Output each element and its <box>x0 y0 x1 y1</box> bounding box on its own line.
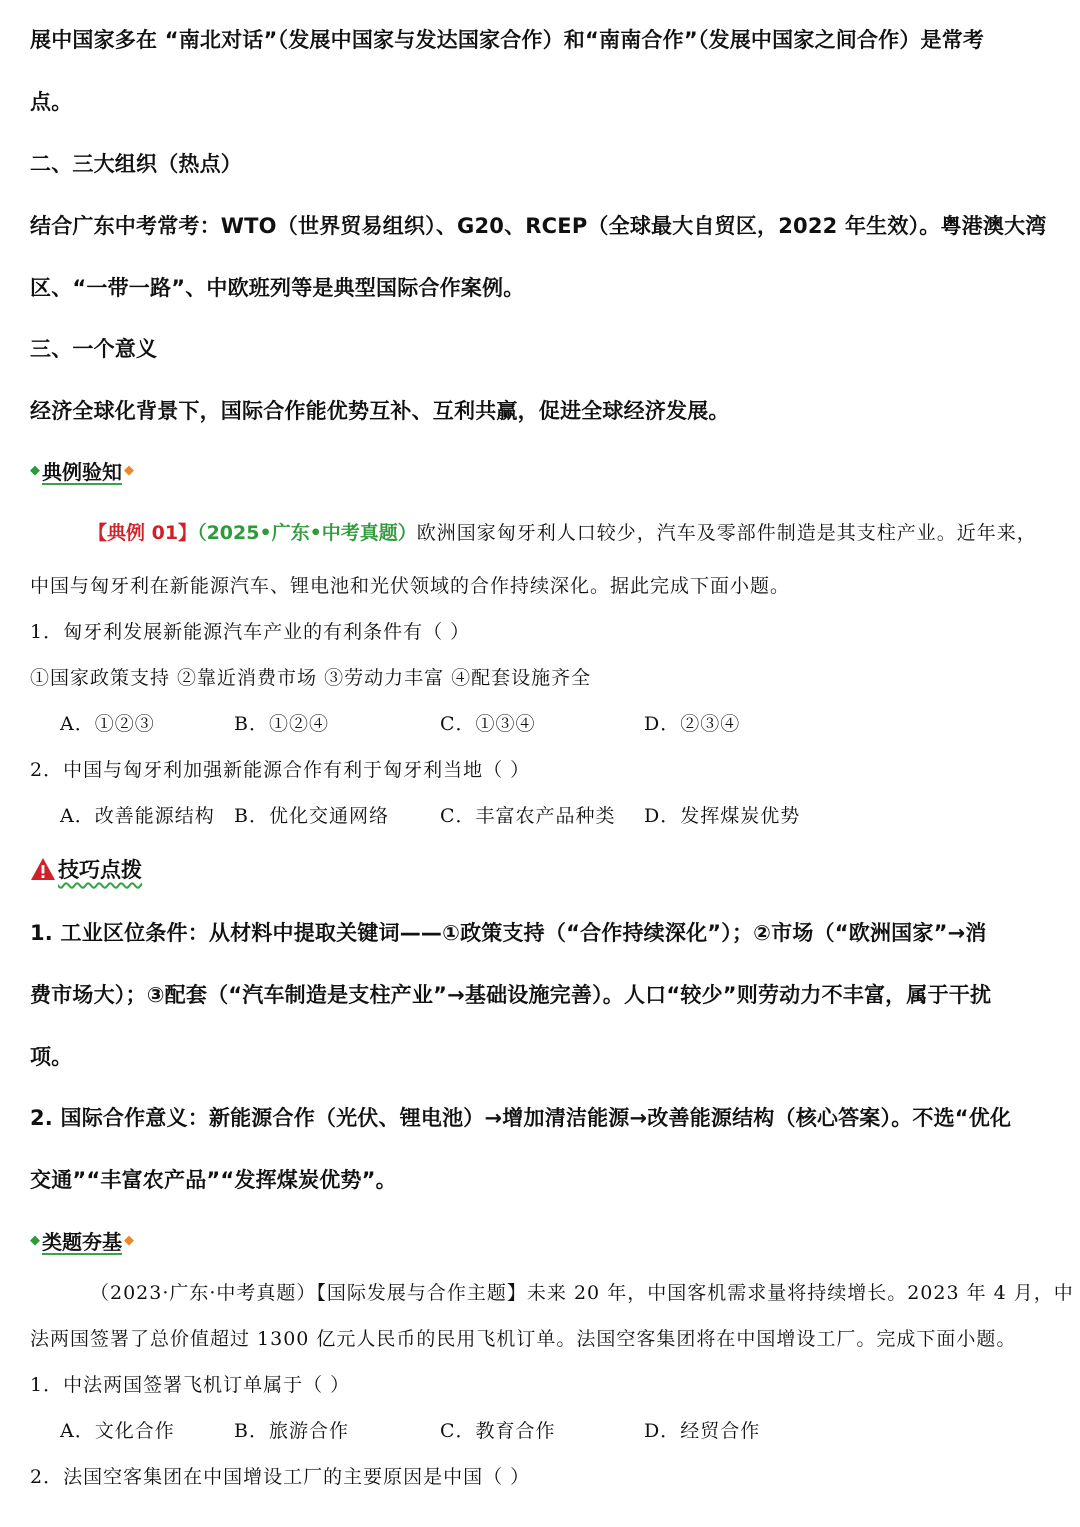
section-tag-label: 技巧点拨 <box>58 858 142 882</box>
option-a[interactable]: A．①②③ <box>60 713 155 735</box>
paragraph-line: 经济全球化背景下，国际合作能优势互补、互利共赢，促进全球经济发展。 <box>30 399 730 423</box>
question: 1．中法两国签署飞机订单属于（ ） <box>30 1374 351 1396</box>
example-source: （2025•广东•中考真题） <box>197 522 417 544</box>
question: 2．中国与匈牙利加强新能源合作有利于匈牙利当地（ ） <box>30 759 531 781</box>
similar-text: （2023·广东·中考真题）【国际发展与合作主题】未来 20 年，中国客机需求量将持续增长。2023 年 4 月，中 <box>90 1282 1074 1304</box>
section-tag-label: 典例验知 <box>42 460 122 484</box>
skill-line: 项。 <box>30 1045 73 1069</box>
skill-line: 2. 国际合作意义：新能源合作（光伏、锂电池）→增加清洁能源→改善能源结构（核心答案）。不选“优化 <box>30 1106 1012 1130</box>
option-b[interactable]: B．①②④ <box>234 713 329 735</box>
option-a[interactable]: A．改善能源结构 <box>60 805 215 827</box>
option-d[interactable]: D．②③④ <box>644 713 741 735</box>
option-c[interactable]: C．教育合作 <box>440 1420 556 1442</box>
option-b[interactable]: B．优化交通网络 <box>234 805 389 827</box>
skill-line: 交通”“丰富农产品”“发挥煤炭优势”。 <box>30 1168 397 1192</box>
example-section-tag <box>30 456 1062 485</box>
example-text: 欧洲国家匈牙利人口较少，汽车及零部件制造是其支柱产业。近年来， <box>416 522 1037 544</box>
option-d[interactable]: D．发挥煤炭优势 <box>644 805 801 827</box>
paragraph-line: 点。 <box>30 90 73 114</box>
section-tag-label: 类题夯基 <box>42 1230 122 1254</box>
similar-section-tag <box>30 1226 1062 1255</box>
paragraph-line: 区、“一带一路”、中欧班列等是典型国际合作案例。 <box>30 276 525 300</box>
diamond-bullet-icon: ◆ <box>30 1233 40 1248</box>
skill-line: 1. 工业区位条件：从材料中提取关键词——①政策支持（“合作持续深化”）；②市场（“欧洲国家”→消 <box>30 921 987 945</box>
option-a[interactable]: A．文化合作 <box>60 1420 175 1442</box>
skill-section-tag <box>30 854 1062 884</box>
paragraph-line: 展中国家多在 “南北对话”（发展中国家与发达国家合作）和“南南合作”（发展中国家之间合作）是常考 <box>30 28 985 52</box>
option-c[interactable]: C．丰富农产品种类 <box>440 805 616 827</box>
example-label: 【典例 01】 <box>88 522 198 544</box>
example-text: 中国与匈牙利在新能源汽车、锂电池和光伏领域的合作持续深化。据此完成下面小题。 <box>30 575 791 597</box>
diamond-bullet-icon: ◆ <box>124 463 134 478</box>
section-heading: 二、三大组织（热点） <box>30 152 242 176</box>
similar-text: 法两国签署了总价值超过 1300 亿元人民币的民用飞机订单。法国空客集团将在中国增设工厂。完成下面小题。 <box>30 1328 1017 1350</box>
warning-triangle-icon <box>30 857 56 881</box>
diamond-bullet-icon: ◆ <box>124 1233 134 1248</box>
question: 1．匈牙利发展新能源汽车产业的有利条件有（ ） <box>30 621 471 643</box>
question-items: ①国家政策支持 ②靠近消费市场 ③劳动力丰富 ④配套设施齐全 <box>30 667 592 689</box>
section-heading: 三、一个意义 <box>30 337 158 361</box>
paragraph-line: 结合广东中考常考：WTO（世界贸易组织）、G20、RCEP（全球最大自贸区，2022 年生效）。粤港澳大湾 <box>30 214 1047 238</box>
question: 2．法国空客集团在中国增设工厂的主要原因是中国（ ） <box>30 1466 531 1488</box>
example-intro <box>88 518 1062 545</box>
option-b[interactable]: B．旅游合作 <box>234 1420 349 1442</box>
skill-line: 费市场大）；③配套（“汽车制造是支柱产业”→基础设施完善）。人口“较少”则劳动力不丰富，属于干扰 <box>30 983 992 1007</box>
diamond-bullet-icon: ◆ <box>30 463 40 478</box>
option-d[interactable]: D．经贸合作 <box>644 1420 761 1442</box>
option-c[interactable]: C．①③④ <box>440 713 536 735</box>
